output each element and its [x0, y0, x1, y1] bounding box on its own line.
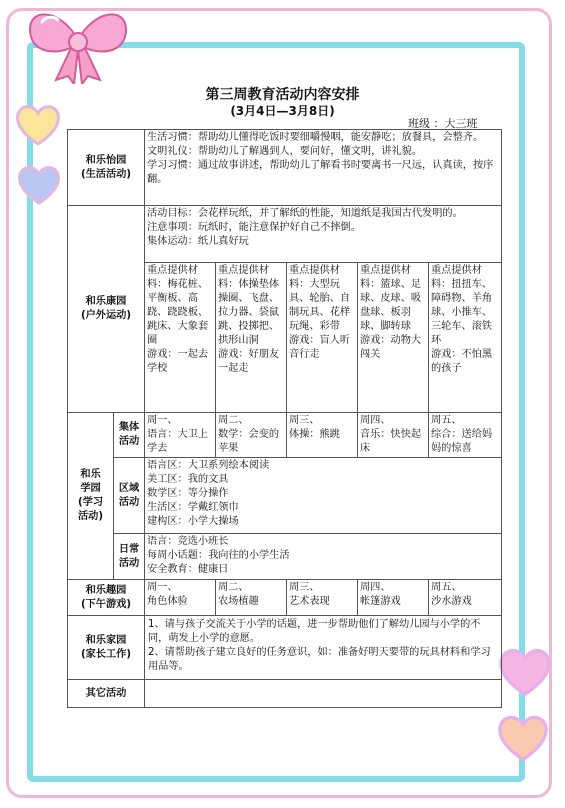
- blue-heart-icon: [16, 162, 62, 208]
- materials-cell: [358, 263, 429, 413]
- page-title: 第三周教育活动内容安排: [205, 87, 360, 103]
- life-line: 文明礼仪：帮助幼儿了解遇到人，要问好，懂文明，讲礼貌。: [147, 146, 423, 157]
- games-day-cell: [429, 580, 502, 616]
- materials-text: 重点提供材料：体操垫体操圈、飞盘、拉力器、袋鼠跳、投掷把、拱形山洞 游戏：好朋友一起走: [218, 265, 280, 374]
- content-daily: [145, 534, 502, 580]
- area-line: 数学区：等分操作: [147, 488, 229, 499]
- group-day-text: 周一、 语言：大卫上学去: [147, 415, 209, 454]
- class-label: 班级 ：大三班: [408, 117, 478, 130]
- materials-cell: [216, 263, 287, 413]
- label-daily: 日常 活动: [114, 534, 145, 580]
- group-day-text: 周三、 体操：熊跳: [289, 415, 340, 440]
- content-area: [145, 458, 502, 534]
- outdoor-line: 集体运动：纸儿真好玩: [147, 236, 249, 247]
- area-line: 美工区：我的文具: [147, 474, 229, 485]
- materials-cell: [429, 263, 502, 413]
- content-other: [145, 680, 502, 708]
- materials-text: 重点提供材料：篮球、足球、皮球、吸盘球、板羽球、脚转球 游戏：动物大闯关: [360, 265, 422, 360]
- label-family: 和乐家园 (家长工作): [68, 616, 145, 680]
- bow-icon: [22, 0, 134, 84]
- label-games: 和乐趣园 (下午游戏): [68, 580, 145, 616]
- outdoor-line: 注意事项：玩纸时，能注意保护好自己不摔倒。: [147, 222, 361, 233]
- games-day-cell: [358, 580, 429, 616]
- materials-text: 重点提供材料：梅花桩、平衡板、高跷、跷跷板、跳床、大象套圈 游戏：一起去学校: [147, 265, 209, 374]
- life-line: 生活习惯：帮助幼儿懂得吃饭时要细嚼慢咽，能安静吃；放餐具，会整齐。: [147, 132, 484, 143]
- row-outdoor-top: [68, 206, 502, 263]
- materials-cell: [287, 263, 358, 413]
- games-day-cell: [145, 580, 216, 616]
- label-outdoor: 和乐康园 (户外运动): [68, 206, 145, 413]
- row-other: [68, 680, 502, 708]
- games-day-cell: [216, 580, 287, 616]
- group-day-text: 周二、 数学：会变的苹果: [218, 415, 280, 454]
- life-line: 学习习惯：通过故事讲述，帮助幼儿了解看书时要离书一尺远，认真读，按序翻。: [147, 160, 494, 185]
- row-family: [68, 616, 502, 680]
- schedule-table: [67, 129, 502, 708]
- materials-cell: [145, 263, 216, 413]
- group-day-cell: [287, 413, 358, 458]
- daily-line: 安全教育：健康日: [147, 564, 229, 575]
- row-learning-area: [68, 458, 502, 534]
- label-learning: 和乐 学园 (学习 活动): [68, 413, 114, 580]
- row-life: [68, 130, 502, 206]
- games-day-text: 周二、 农场植趣: [218, 582, 259, 607]
- row-games: [68, 580, 502, 616]
- area-line: 语言区：大卫系列绘本阅读: [147, 460, 270, 471]
- games-day-text: 周一、 角色体验: [147, 582, 188, 607]
- peach-heart-icon: [496, 712, 550, 764]
- group-day-cell: [358, 413, 429, 458]
- family-line: 1、请与孩子交流关于小学的话题，进一步帮助他们了解幼儿园与小学的不同，萌发上小学的意愿。: [148, 619, 481, 644]
- games-day-text: 周五、 沙水游戏: [431, 582, 472, 607]
- family-line: 2、请帮助孩子建立良好的任务意识，如：准备好明天要带的玩具材料和学习用品等。: [148, 647, 491, 672]
- area-line: 生活区：学戴红领巾: [147, 502, 239, 513]
- games-day-cell: [287, 580, 358, 616]
- row-learning-group: [68, 413, 502, 458]
- label-life: 和乐怡园 (生活活动): [68, 130, 145, 206]
- label-group: 集体 活动: [114, 413, 145, 458]
- group-day-cell: [216, 413, 287, 458]
- label-other: 其它活动: [68, 680, 145, 708]
- group-day-text: 周五、 综合：送给妈妈的惊喜: [431, 415, 493, 454]
- outdoor-line: 活动目标：会花样玩纸，并了解纸的性能，知道纸是我国古代发明的。: [147, 208, 463, 219]
- daily-line: 语言：竞选小班长: [147, 536, 229, 547]
- content-life: [145, 130, 502, 206]
- materials-text: 重点提供材料：扭扭车、障碍物、羊角球、小推车、三轮车、滚铁环 游戏：不怕黑的孩子: [431, 265, 493, 374]
- group-day-cell: [429, 413, 502, 458]
- content-family: [145, 616, 502, 680]
- content-outdoor: [145, 206, 502, 263]
- materials-text: 重点提供材料：大型玩具、轮胎、自制玩具、花样玩绳、彩带 游戏：盲人听音行走: [289, 265, 351, 360]
- pink-heart-icon: [497, 645, 553, 699]
- label-area: 区域 活动: [114, 458, 145, 534]
- daily-line: 每周小话题：我向往的小学生活: [147, 550, 290, 561]
- row-learning-daily: [68, 534, 502, 580]
- page-subtitle: (3月4日—3月8日): [230, 104, 335, 118]
- group-day-text: 周四、 音乐：快快起床: [360, 415, 422, 454]
- games-day-text: 周三、 艺术表现: [289, 582, 330, 607]
- group-day-cell: [145, 413, 216, 458]
- area-line: 建构区：小学大操场: [147, 516, 239, 527]
- games-day-text: 周四、 帐篷游戏: [360, 582, 401, 607]
